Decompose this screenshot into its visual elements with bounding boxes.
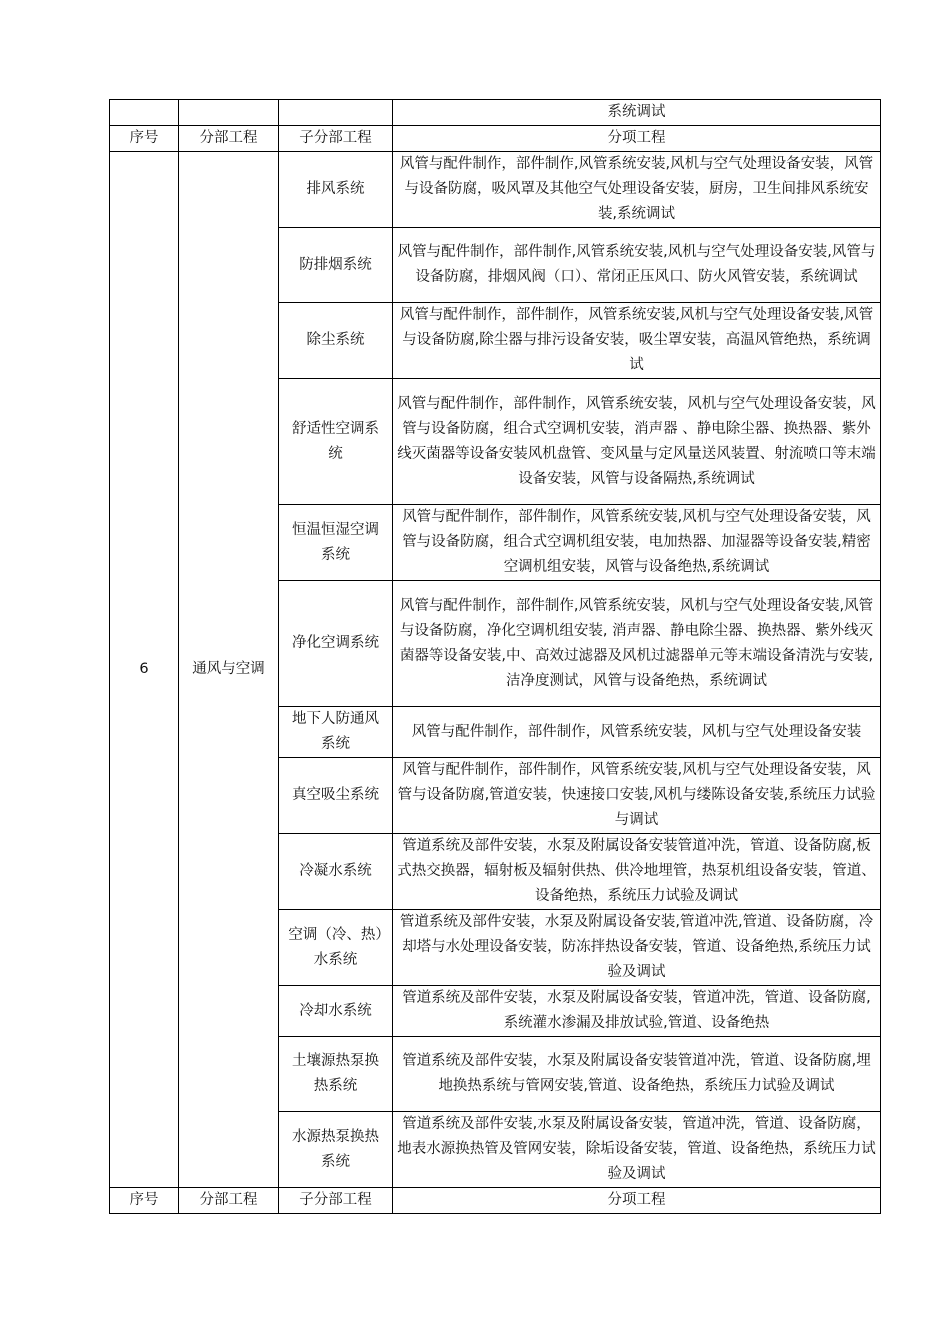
item-cell: 管道系统及部件安装，水泵及附属设备安装管道冲洗，管道、设备防腐,埋地换热系统与管网安装,管道、设备绝热，系统压力试验及调试 <box>393 1037 881 1112</box>
table-cell <box>279 100 393 126</box>
item-cell: 管道系统及部件安装,水泵及附属设备安装，管道冲洗，管道、设备防腐，地表水源换热管及管网安装，除垢设备安装，管道、设备绝热，系统压力试验及调试 <box>393 1112 881 1188</box>
subdivision-cell: 恒温恒湿空调系统 <box>279 505 393 581</box>
item-cell: 风管与配件制作，部件制作，风管系统安装,风机与空气处理设备安装,风管与设备防腐,除尘器与排污设备安装，吸尘罩安装，高温风管绝热，系统调试 <box>393 303 881 379</box>
item-cell: 风管与配件制作，部件制作,风管系统安装，风机与空气处理设备安装,风管与设备防腐，净化空调机组安装, 消声器、静电除尘器、换热器、紫外线灭菌器等设备安装,中、高效过滤器及风机过滤器单元等末端设备清洗与安装,洁净度测试，风管与设备绝热，系统调试 <box>393 581 881 707</box>
item-cell: 风管与配件制作，部件制作，风管系统安装，风机与空气处理设备安装 <box>393 707 881 758</box>
header-subdivision: 子分部工程 <box>279 126 393 152</box>
subdivision-cell: 冷凝水系统 <box>279 834 393 910</box>
subdivision-cell: 防排烟系统 <box>279 228 393 303</box>
subdivision-cell: 冷却水系统 <box>279 986 393 1037</box>
footer-row <box>110 1188 881 1214</box>
item-cell: 风管与配件制作，部件制作，风管系统安装,风机与空气处理设备安装，风管与设备防腐，组合式空调机组安装，电加热器、加湿器等设备安装,精密空调机组安装，风管与设备绝热,系统调试 <box>393 505 881 581</box>
footer-seq: 序号 <box>110 1188 179 1214</box>
item-cell: 风管与配件制作，部件制作,风管系统安装,风机与空气处理设备安装,风管与设备防腐，排烟风阀（口）、常闭正压风口、防火风管安装，系统调试 <box>393 228 881 303</box>
item-cell: 管道系统及部件安装，水泵及附属设备安装，管道冲洗，管道、设备防腐,系统灌水渗漏及排放试验,管道、设备绝热 <box>393 986 881 1037</box>
subdivision-cell: 除尘系统 <box>279 303 393 379</box>
item-cell: 管道系统及部件安装，水泵及附属设备安装管道冲洗，管道、设备防腐,板式热交换器，辐射板及辐射供热、供冷地埋管，热泵机组设备安装，管道、设备绝热，系统压力试验及调试 <box>393 834 881 910</box>
subdivision-cell: 水源热泵换热系统 <box>279 1112 393 1188</box>
footer-division: 分部工程 <box>179 1188 279 1214</box>
table-cell <box>179 100 279 126</box>
footer-item: 分项工程 <box>393 1188 881 1214</box>
header-division: 分部工程 <box>179 126 279 152</box>
subdivision-cell: 地下人防通风系统 <box>279 707 393 758</box>
item-cell: 风管与配件制作，部件制作，风管系统安装，风机与空气处理设备安装，风管与设备防腐，组合式空调机安装，消声器 、静电除尘器、换热器、紫外线灭菌器等设备安装风机盘管、变风量与定风量送风装置、射流喷口等末端设备安装，风管与设备隔热,系统调试 <box>393 379 881 505</box>
table-row <box>110 152 881 228</box>
subdivision-cell: 舒适性空调系统 <box>279 379 393 505</box>
header-row <box>110 126 881 152</box>
subdivision-cell: 真空吸尘系统 <box>279 758 393 834</box>
table-cell <box>110 100 179 126</box>
subdivision-cell: 排风系统 <box>279 152 393 228</box>
subdivision-cell: 土壤源热泵换热系统 <box>279 1037 393 1112</box>
footer-subdivision: 子分部工程 <box>279 1188 393 1214</box>
header-item: 分项工程 <box>393 126 881 152</box>
group-division: 通风与空调 <box>179 152 279 1188</box>
work-breakdown-table <box>109 99 881 1214</box>
group-seq: 6 <box>110 152 179 1188</box>
item-cell: 风管与配件制作，部件制作，风管系统安装,风机与空气处理设备安装，风管与设备防腐,管道安装，快速接口安装,风机与缕陈设备安装,系统压力试验与调试 <box>393 758 881 834</box>
subdivision-cell: 空调（冷、热）水系统 <box>279 910 393 986</box>
item-cell: 风管与配件制作，部件制作,风管系统安装,风机与空气处理设备安装，风管与设备防腐，吸风罩及其他空气处理设备安装，厨房，卫生间排风系统安装,系统调试 <box>393 152 881 228</box>
subdivision-cell: 净化空调系统 <box>279 581 393 707</box>
table-cell: 系统调试 <box>393 100 881 126</box>
header-seq: 序号 <box>110 126 179 152</box>
item-cell: 管道系统及部件安装，水泵及附属设备安装,管道冲洗,管道、设备防腐，冷却塔与水处理设备安装，防冻拌热设备安装，管道、设备绝热,系统压力试验及调试 <box>393 910 881 986</box>
table-row <box>110 100 881 126</box>
